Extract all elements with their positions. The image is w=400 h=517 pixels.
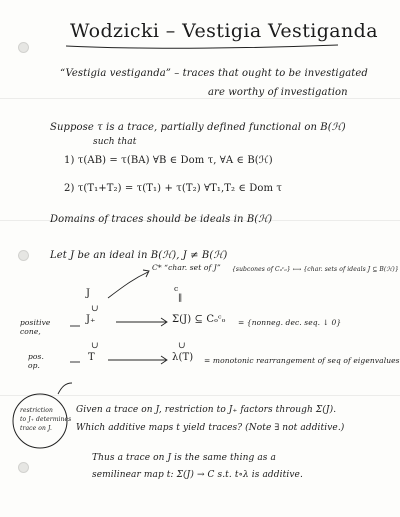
suppose-line: Suppose τ is a trace, partially defined functional on B(ℋ) (50, 122, 346, 133)
definition-line-1: “Vestigia vestiganda” – traces that ought to be investigated (60, 68, 368, 79)
given-line-2: Which additive maps t yield traces? (Note ∃ not additive.) (76, 423, 345, 433)
domains-line: Domains of traces should be ideals in B(ℋ) (50, 214, 273, 225)
callout-note: restriction to J₊ determines trace on J. (20, 407, 72, 432)
diagram-c-sup: c (174, 284, 179, 293)
diagram-subcones: {subcones of Cₒᶜₒ} ⟷ {char. sets of ideals J ⊆ B(ℋ)} (232, 266, 399, 273)
diagram-sigma-desc: = {nonneg. dec. seq. ↓ 0} (238, 318, 342, 327)
diagram-t: T (88, 352, 95, 363)
diagram-lambda-t: λ(T) (172, 352, 194, 363)
svg-text:∪: ∪ (91, 304, 99, 314)
definition-line-2: are worthy of investigation (208, 87, 348, 98)
diagram-sigma-j: Σ(J) ⊆ Cₒᶜₒ (172, 314, 226, 325)
thus-line-2: semilinear map t: Σ(J) → C s.t. t∘λ is additive. (92, 470, 303, 480)
diagram-j: J (86, 288, 91, 299)
given-line-1: Given a trace on J, restriction to J₊ factors through Σ(J). (76, 405, 337, 415)
condition-2: 2) τ(T₁+T₂) = τ(T₁) + τ(T₂) ∀T₁,T₂ ∈ Dom τ (64, 183, 282, 194)
svg-text:∥: ∥ (178, 294, 183, 304)
margin-note-positive-cone: positive cone, (20, 318, 51, 336)
diagram-lambda-desc: = monotonic rearrangement of seq of eigenvalues (204, 356, 400, 365)
let-line: Let J be an ideal in B(ℋ), J ≠ B(ℋ) (50, 250, 228, 261)
diagram-c-star: C* “char. set of J” (152, 263, 221, 272)
diagram-j-plus: J₊ (86, 314, 96, 325)
svg-text:∪: ∪ (178, 341, 186, 351)
svg-text:∪: ∪ (91, 341, 99, 351)
page-title: Wodzicki – Vestigia Vestiganda (70, 20, 378, 42)
margin-note-positive-op: pos. op. (28, 352, 44, 370)
such-that-label: such that (93, 137, 137, 147)
condition-1: 1) τ(AB) = τ(BA) ∀B ∈ Dom τ, ∀A ∈ B(ℋ) (64, 155, 273, 166)
thus-line-1: Thus a trace on J is the same thing as a (92, 453, 276, 463)
